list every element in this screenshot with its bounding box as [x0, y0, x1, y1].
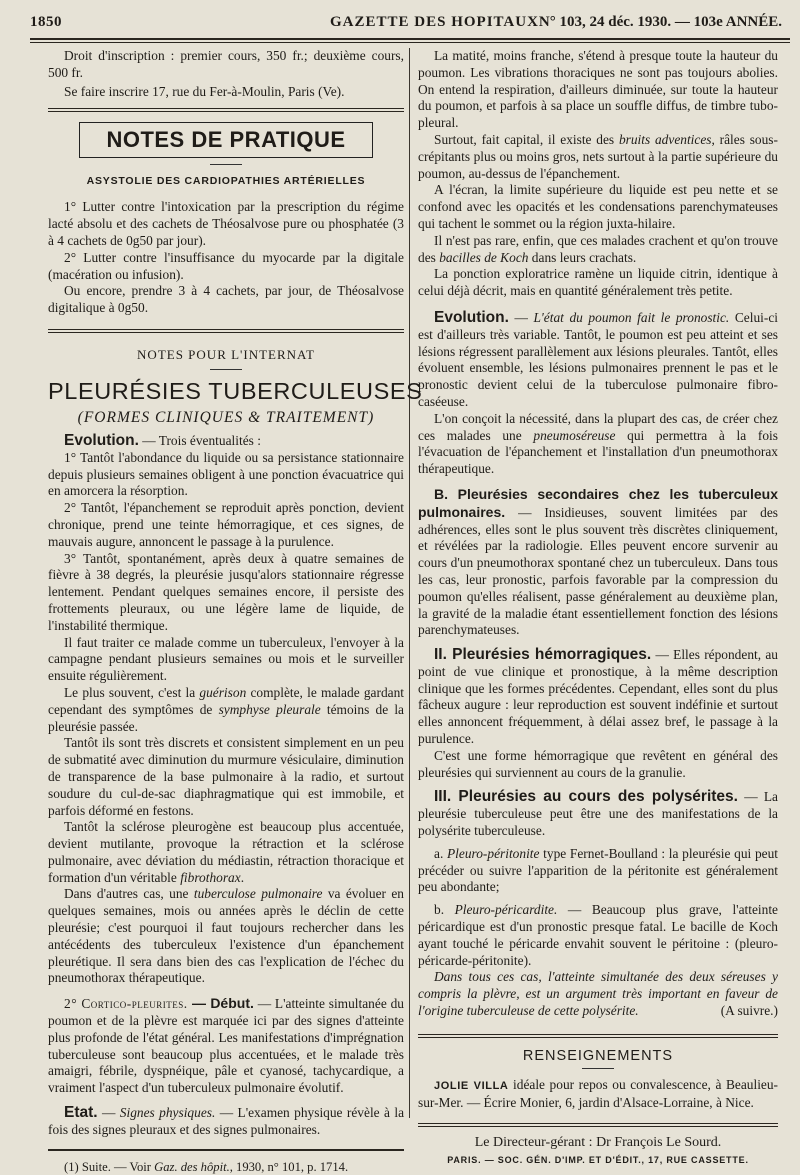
- section-iii-heading: III. Pleurésies au cours des polysérites.: [434, 788, 738, 806]
- paragraph-pleuro-pericardite: [418, 902, 778, 969]
- text-run: —: [97, 1105, 120, 1121]
- text-run: — Elles répondent, au point de vue clinique et pronostique, à la même description clinique que les formes précédentes. Cependant, elles sont du plus fâcheux augure : leur reproduction est souvent indéfinie et surtout elles annoncent fréquemment, à délai assez bref, le passage à la purulence.: [418, 647, 778, 747]
- internat-heading: NOTES POUR L'INTERNAT: [137, 346, 315, 362]
- paragraph-sclerose: [48, 819, 404, 886]
- italic-term: bruits adventices: [618, 131, 712, 147]
- paragraph-matite: La matité, moins franche, s'étend à presque toute la hauteur du poumon. Les vibrations thoraciques ne sont pas toujours abolies. On entend la respiration, d'ailleurs diminuée, sur toute la hauteur du poumon, et parfois à sa place un souffle diffus, de timbre tubo-pleural.: [418, 48, 778, 131]
- ad-label: JOLIE VILLA: [434, 1079, 509, 1092]
- text-run: Il n'est pas rare, enfin, que ces malades crachent et qu'on trouve des: [418, 232, 778, 265]
- italic-term: Signes physiques.: [119, 1105, 216, 1121]
- printer-imprint: PARIS. — SOC. GÉN. D'IMP. ET D'ÉDIT., 17, RUE CASSETTE.: [447, 1155, 749, 1166]
- paragraph-hemorragiques: [418, 647, 778, 748]
- text-run: Le plus souvent, c'est la: [64, 684, 200, 700]
- page-header: [30, 10, 790, 38]
- journal-title: GAZETTE DES HOPITAUX: [330, 14, 539, 30]
- text-run: — La pleurésie tuberculeuse peut être une des manifestations de la polysérite tuberculeuse.: [418, 789, 778, 839]
- text-run: — Insidieuses, souvent limitées par des adhérences, elles sont le plus souvent très discrètes cliniquement, et révélées par la radiologie. Elles peuvent encore survenir au cours d'un pneumothorax spontané chez un tuberculeux. Dans tous les cas, leur pronostic, parfois favorable par la compression du poumon qu'elles réalisent, passe généralement au deuxième plan, la gravité de la maladie étant essentiellement fonction des lésions parenchymateuses.: [418, 504, 778, 638]
- paragraph-conclusion: [418, 969, 778, 1019]
- evolution-case-2: 2° Tantôt, l'épanchement se reproduit après ponction, devient chronique, prend une teinte hémorragique, et ces signes, de mauvais augure, annoncent le passage à la purulence.: [48, 500, 404, 549]
- etat-heading: Etat.: [64, 1104, 98, 1122]
- registration-notice: Se faire inscrire 17, rue du Fer-à-Moulin, Paris (Ve).: [64, 83, 345, 99]
- text-run: idéale pour repos ou convalescence, à Beaulieu-sur-Mer. — Écrire Monier, 6, jardin d'Alsace-Lorraine, à Nice.: [418, 1076, 779, 1110]
- text-run: — L'examen physique révèle à la fois des signes pleuraux et des signes pulmonaires.: [48, 1105, 405, 1137]
- text-run: Tantôt la sclérose pleurogène est beaucoup plus accentuée, devient mutilante, provoque la rétraction et la sclérose pulmonaire, avec déviation du médiastin, rétraction thoracique et formation d'un véritable: [48, 819, 404, 885]
- short-rule: [582, 1068, 614, 1069]
- italic-term: Pleuro-péritonite: [446, 845, 540, 861]
- italic-term: Gaz. des hôpit.: [154, 1159, 230, 1174]
- section-b-heading: B. Pleurésies secondaires chez les tuberculeux pulmonaires.: [418, 485, 778, 520]
- footnote-rule: [48, 1149, 404, 1151]
- evolution-intro: — Trois éventualités :: [138, 432, 261, 448]
- evolution-case-1: 1° Tantôt l'abondance du liquide ou sa persistance stationnaire depuis plusieurs semaines obligent à une ponction évacuatrice qui en amorcera la résorption.: [48, 449, 404, 499]
- asystolie-point-2: 2° Lutter contre l'insuffisance du myocarde par la digitale (macération ou infusion).: [48, 249, 404, 282]
- text-run: —: [508, 309, 534, 325]
- notes-de-pratique-title: NOTES DE PRATIQUE: [79, 122, 373, 158]
- footnote: [48, 1159, 404, 1175]
- italic-term: Pleuro-péricardite.: [454, 902, 558, 918]
- text-run: témoins de la pleurésie passée.: [48, 701, 404, 734]
- text-run: — L'atteinte simultanée du poumon et de la plèvre est marquée ici par des signes d'atteinte plus profonde de l'état général. Les manifestations d'imprégnation tuberculeuse sont beaucoup plus accentuées, et le malade très amaigri, fébrile, dyspnéique, pâle et cyanosé, tachycardique, a vraiment l'aspect d'un tuberculeux pulmonaire évolutif.: [48, 996, 404, 1096]
- paragraph-pleuresies-secondaires: [418, 486, 778, 639]
- paragraph-ponction: La ponction exploratrice ramène un liquide citrin, identique à celui déjà décrit, mais en quantité généralement très petite.: [418, 266, 778, 299]
- text-run: qui permettra à la fois l'évacuation de l'épanchement et l'installation d'un pneumothorax thérapeutique.: [418, 427, 778, 477]
- text-run: .: [240, 869, 245, 885]
- paragraph-granulie: C'est une forme hémorragique que revêtent en général des pleurésies qui surviennent au cours de la granulie.: [418, 747, 778, 780]
- italic-term: L'état du poumon fait le pronostic.: [533, 309, 730, 325]
- paragraph-polysérites: [418, 789, 778, 839]
- renseignements-heading: RENSEIGNEMENTS: [522, 1047, 674, 1064]
- text-run: Surtout, fait capital, il existe des: [434, 131, 619, 147]
- paragraph-guerison: [48, 685, 404, 735]
- paragraph-evolution-poumon: [418, 310, 778, 411]
- text-run: dans leurs crachats.: [528, 249, 637, 265]
- text-run: , 1930, n° 101, p. 1714.: [229, 1159, 349, 1174]
- paragraph-pleuro-peritonite: [418, 846, 778, 896]
- text-run: Dans d'autres cas, une: [64, 886, 194, 902]
- classified-ad: [418, 1077, 778, 1112]
- italic-conclusion: Dans tous ces cas, l'atteinte simultanée des deux séreuses y compris la plèvre, est un argument très important en faveur de l'origine tuberculeuse de cette polysérite.: [418, 969, 778, 1019]
- italic-term: tuberculose pulmonaire: [193, 886, 323, 902]
- issue-info: N° 103, 24 déc. 1930. — 103e ANNÉE.: [538, 14, 782, 30]
- section-ii-heading: II. Pleurésies hémorragiques.: [434, 646, 652, 664]
- evolution-case-3: 3° Tantôt, spontanément, après deux à quatre semaines de fièvre à 38 degrés, la pleurésie jusqu'alors stationnaire régresse lentement. Pendant quelques semaines encore, il persiste des frottements pleuraux, ou une légère lame de liquide, de l'instabilité thermique.: [48, 550, 404, 633]
- evolution-heading: Evolution.: [64, 431, 139, 449]
- paragraph-autres-cas: [48, 886, 404, 987]
- paragraph-bacilles: [418, 233, 778, 267]
- italic-term: guérison: [199, 684, 247, 700]
- column-divider: [409, 48, 410, 1118]
- italic-term: pneumoséreuse: [533, 427, 616, 443]
- paragraph-discrets: Tantôt ils sont très discrets et consistent simplement en un peu de submatité avec diminution du murmure vésiculaire, diminution de transparence de la base pulmonaire à la radio, et surtout soudure du cul-de-sac diaphragmatique qui est immobile, et parfois déformé en festons.: [48, 735, 404, 818]
- paragraph-pneumoseureuse: [418, 411, 778, 478]
- article-subtitle: (FORMES CLINIQUES & TRAITEMENT): [77, 408, 375, 426]
- text-run: va évoluer en quelques semaines, mois ou années après le déclin de cette pleurésie; c'est pourquoi il faut toujours rechercher dans les antécédents des tuberculeux l'existence d'un épanchement pleurétique. Il sera dans bien des cas l'explication de l'échec du pneumothorax thérapeutique.: [48, 886, 404, 986]
- section-divider: [418, 1123, 778, 1127]
- text-run: L'on conçoit la nécessité, dans la plupart des cas, de créer chez ces malades une: [418, 410, 778, 443]
- text-run: , râles sous-crépitants plus ou moins gros, nets surtout à la partie supérieure du poumon, au-dessus de l'épanchement.: [418, 131, 778, 181]
- asystolie-point-3: Ou encore, prendre 3 à 4 cachets, par jour, de Théosalvose digitalique à 0g50.: [48, 283, 404, 316]
- cortico-heading: 2° Cortico-pleurites.: [64, 996, 188, 1012]
- course-fee-notice: Droit d'inscription : premier cours, 350 fr.; deuxième cours, 500 fr.: [48, 48, 404, 80]
- short-rule: [210, 369, 242, 370]
- a-suivre: (A suivre.): [720, 1003, 778, 1019]
- text-run: a.: [434, 845, 447, 861]
- paragraph-traitement: Il faut traiter ce malade comme un tuberculeux, l'envoyer à la campagne pendant plusieurs semaines ou mois et le surveiller ensuite régulièrement.: [48, 634, 404, 684]
- page-number: 1850: [30, 14, 62, 30]
- text-run: Celui-ci est d'ailleurs très variable. Tantôt, le poumon est peu atteint et ses lésions régressent parallèlement aux lésions pleurales. Tantôt, elles évoluent ensemble, les lésions pulmonaires prennent le pas et le pronostic devient celui de la tuberculose pulmonaire fibro-caséeuse.: [418, 309, 778, 409]
- section-divider: [48, 329, 404, 333]
- evolution-heading: Evolution.: [434, 308, 509, 326]
- left-column: [48, 48, 423, 1175]
- italic-term: symphyse pleurale: [218, 701, 321, 717]
- text-run: (1) Suite. — Voir: [64, 1159, 155, 1174]
- paragraph-cortico-pleurites: [48, 995, 404, 1097]
- director-line: Le Directeur-gérant : Dr François Le Sourd.: [474, 1135, 722, 1151]
- section-divider: [418, 1034, 778, 1038]
- header-rule: [30, 38, 790, 40]
- section-divider: [48, 108, 404, 112]
- short-rule: [210, 164, 242, 165]
- text-run: b.: [434, 902, 455, 918]
- paragraph-etat: [48, 1105, 404, 1139]
- text-run: complète, le malade gardant cependant des symptômes de: [48, 684, 404, 717]
- header-rule-thin: [30, 42, 790, 43]
- paragraph-ecran: A l'écran, la limite supérieure du liquide est peu nette et se confond avec les opacités et les condensations parenchymateuses qui tachent le sommet ou la région juxta-hilaire.: [418, 182, 778, 231]
- asystolie-point-1: 1° Lutter contre l'intoxication par la prescription du régime lacté absolu et des cachets de Théosalvose pure ou phosphatée (3 à 4 cachets de 0g50 par jour).: [48, 199, 404, 248]
- text-run: type Fernet-Boulland : la pleurésie qui peut précéder ou suivre l'apparition de la péritonite est généralement peu abondante;: [418, 845, 778, 895]
- italic-term: fibrothorax: [180, 869, 241, 885]
- italic-term: bacilles de Koch: [439, 249, 529, 265]
- asystolie-heading: ASYSTOLIE DES CARDIOPATHIES ARTÉRIELLES: [86, 175, 366, 188]
- text-run: — Beaucoup plus grave, l'atteinte péricardique est d'un pronostic presque fatal. Le bacille de Koch ayant touché le péricarde envahit souvent le péritoine : (pleuro-péricarde-péritonite).: [418, 902, 778, 968]
- article-title: PLEURÉSIES TUBERCULEUSES: [48, 377, 423, 404]
- right-column: [418, 48, 778, 1165]
- paragraph-bruits-adventices: [418, 132, 778, 182]
- debut-heading: — Début.: [187, 995, 254, 1012]
